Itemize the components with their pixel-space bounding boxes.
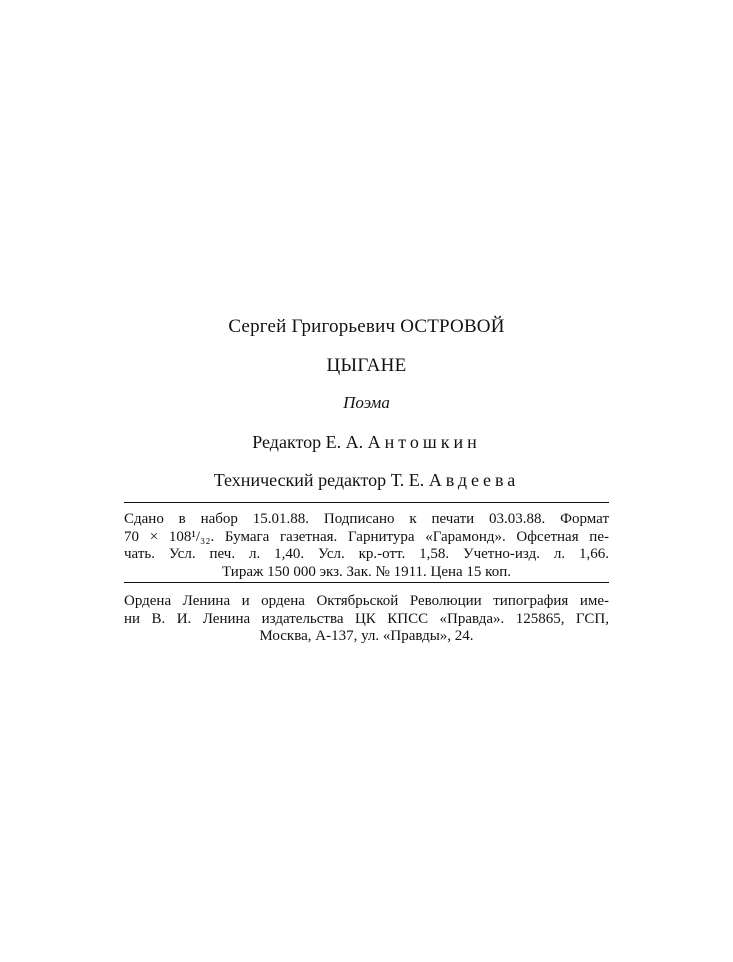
printer-line: Ордена Ленина и ордена Октябрьской Революции типография име- [124,593,609,609]
imprint-line: Тираж 150 000 экз. Зак. № 1911. Цена 15 коп. [222,563,511,580]
book-subtitle: Поэма [343,393,390,412]
divider-rule [124,502,609,503]
tech-editor-line [0,470,733,491]
tech-editor-label: Технический редактор [213,470,387,490]
imprint-line: 70 × 108¹/₃₂. Бумага газетная. Гарнитура «Гарамонд». Офсетная пе- [124,528,609,545]
editor-surname: Антошкин [367,432,481,452]
book-title: ЦЫГАНЕ [326,355,407,376]
editor-line [0,432,733,453]
author-name: Сергей Григорьевич [228,316,396,337]
editor-label: Редактор [252,432,322,452]
imprint-line: Сдано в набор 15.01.88. Подписано к печати 03.03.88. Формат [124,511,609,527]
printer-block [124,593,609,646]
editor-initials: Е. А. [325,432,364,452]
tech-editor-surname: Авдеева [428,470,520,490]
printer-line: Москва, А-137, ул. «Правды», 24. [259,628,474,644]
imprint-block [124,511,609,581]
tech-editor-initials: Т. Е. [390,470,425,490]
imprint-line: чать. Усл. печ. л. 1,40. Усл. кр.-отт. 1,58. Учетно-изд. л. 1,66. [124,546,609,562]
divider-rule [124,582,609,583]
printer-line: ни В. И. Ленина издательства ЦК КПСС «Правда». 125865, ГСП, [124,610,609,627]
author-line [0,316,733,338]
author-surname: ОСТРОВОЙ [400,316,505,337]
